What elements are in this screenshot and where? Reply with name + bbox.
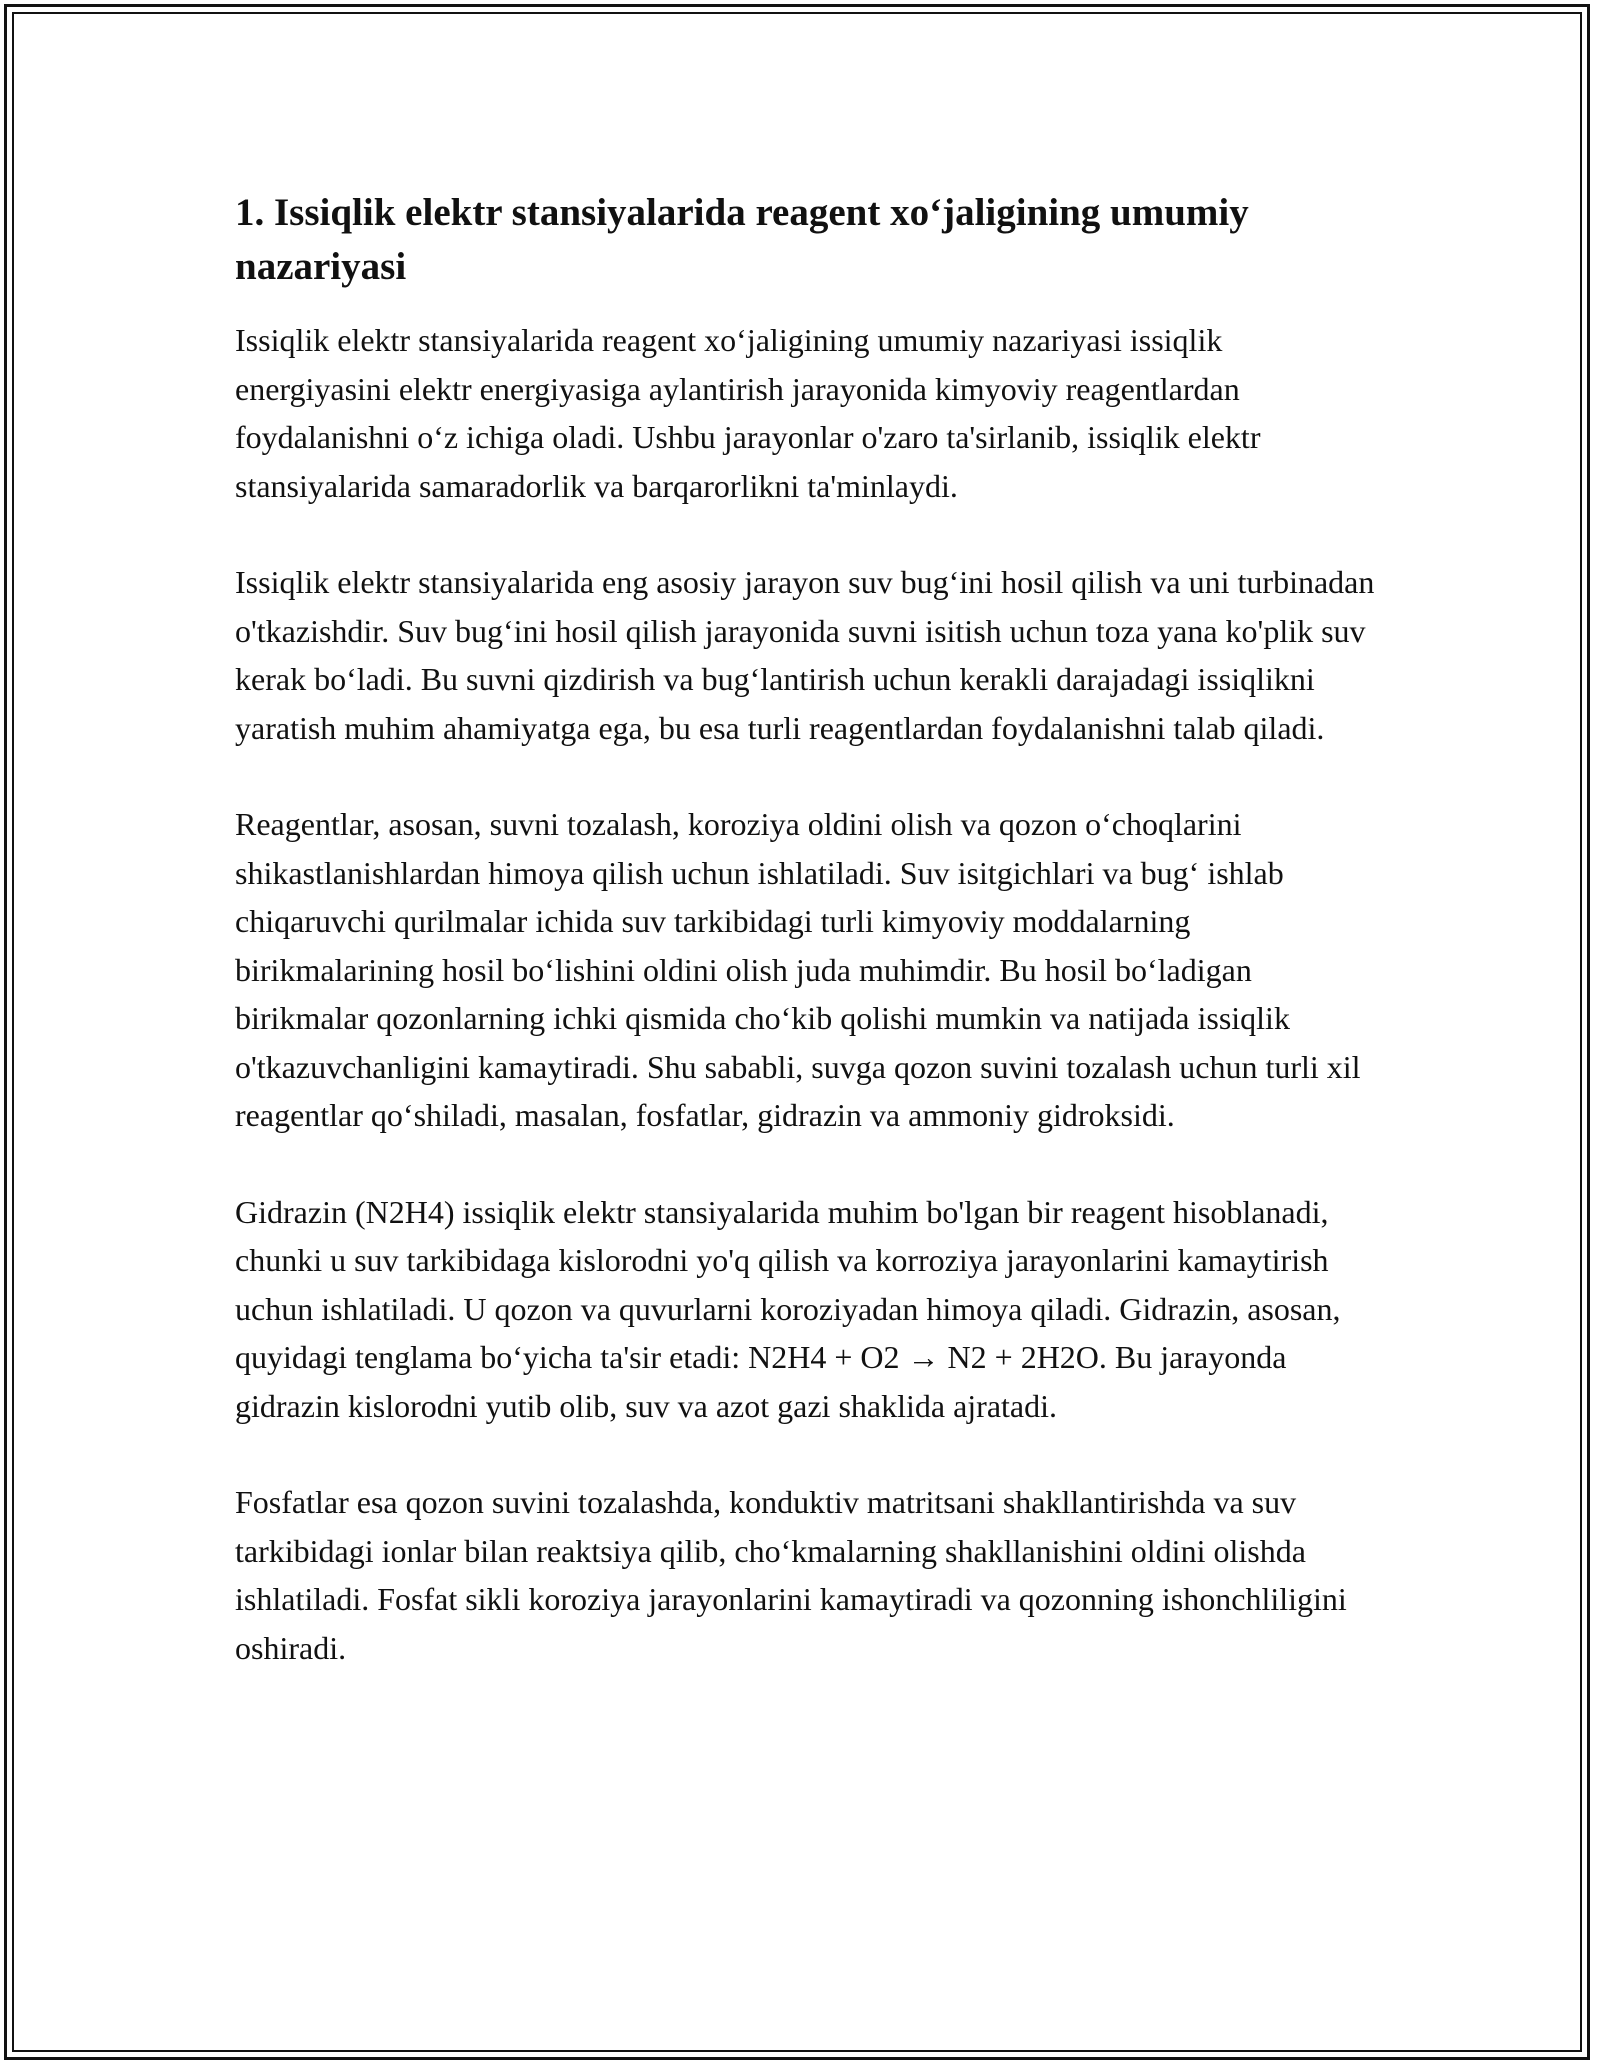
- paragraph-1: Issiqlik elektr stansiyalarida reagent xo‘jaligining umumiy nazariyasi issiqlik energiyasini elektr energiyasiga aylantirish jarayonida kimyoviy reagentlardan foydalanishni o‘z ichiga oladi. Ushbu jarayonlar o'zaro ta'sirlanib, issiqlik elektr stansiyalarida samaradorlik va barqarorlikni ta'minlaydi.: [235, 322, 1261, 504]
- paragraph-4: Gidrazin (N2H4) issiqlik elektr stansiyalarida muhim bo'lgan bir reagent hisoblanadi, chunki u suv tarkibidaga kislorodni yo'q qilish va korroziya jarayonlarini kamaytirish uchun ishlatiladi. U qozon va quvurlarni koroziyadan himoya qiladi. Gidrazin, asosan, quyidagi tenglama bo‘yicha ta'sir etadi: N2H4 + O2 → N2 + 2H2O. Bu jarayonda gidrazin kislorodni yutib olib, suv va azot gazi shaklida ajratadi.: [235, 1193, 1341, 1424]
- document-body: [235, 186, 1380, 1720]
- paragraph-3: Reagentlar, asosan, suvni tozalash, koroziya oldini olish va qozon o‘choqlarini shikastlanishlardan himoya qilish uchun ishlatiladi. Suv isitgichlari va bug‘ ishlab chiqaruvchi qurilmalar ichida suv tarkibidagi turli kimyoviy moddalarning birikmalarining hosil bo‘lishini oldini olish juda muhimdir. Bu hosil bo‘ladigan birikmalar qozonlarning ichki qismida cho‘kib qolishi mumkin va natijada issiqlik o'tkazuvchanligini kamaytiradi. Shu sababli, suvga qozon suvini tozalash uchun turli xil reagentlar qo‘shiladi, masalan, fosfatlar, gidrazin va ammoniy gidroksidi.: [235, 806, 1361, 1133]
- paragraph-5: Fosfatlar esa qozon suvini tozalashda, konduktiv matritsani shakllantirishda va suv tarkibidagi ionlar bilan reaktsiya qilib, cho‘kmalarning shakllanishini oldini olishda ishlatiladi. Fosfat sikli koroziya jarayonlarini kamaytiradi va qozonning ishonchliligini oshiradi.: [235, 1484, 1347, 1666]
- document-title: 1. Issiqlik elektr stansiyalarida reagent xo‘jaligining umumiy nazariyasi: [235, 191, 1249, 288]
- paragraph-2: Issiqlik elektr stansiyalarida eng asosiy jarayon suv bug‘ini hosil qilish va uni turbinadan o'tkazishdir. Suv bug‘ini hosil qilish jarayonida suvni isitish uchun toza yana ko'plik suv kerak bo‘ladi. Bu suvni qizdirish va bug‘lantirish uchun kerakli darajadagi issiqlikni yaratish muhim ahamiyatga ega, bu esa turli reagentlardan foydalanishni talab qiladi.: [235, 564, 1375, 746]
